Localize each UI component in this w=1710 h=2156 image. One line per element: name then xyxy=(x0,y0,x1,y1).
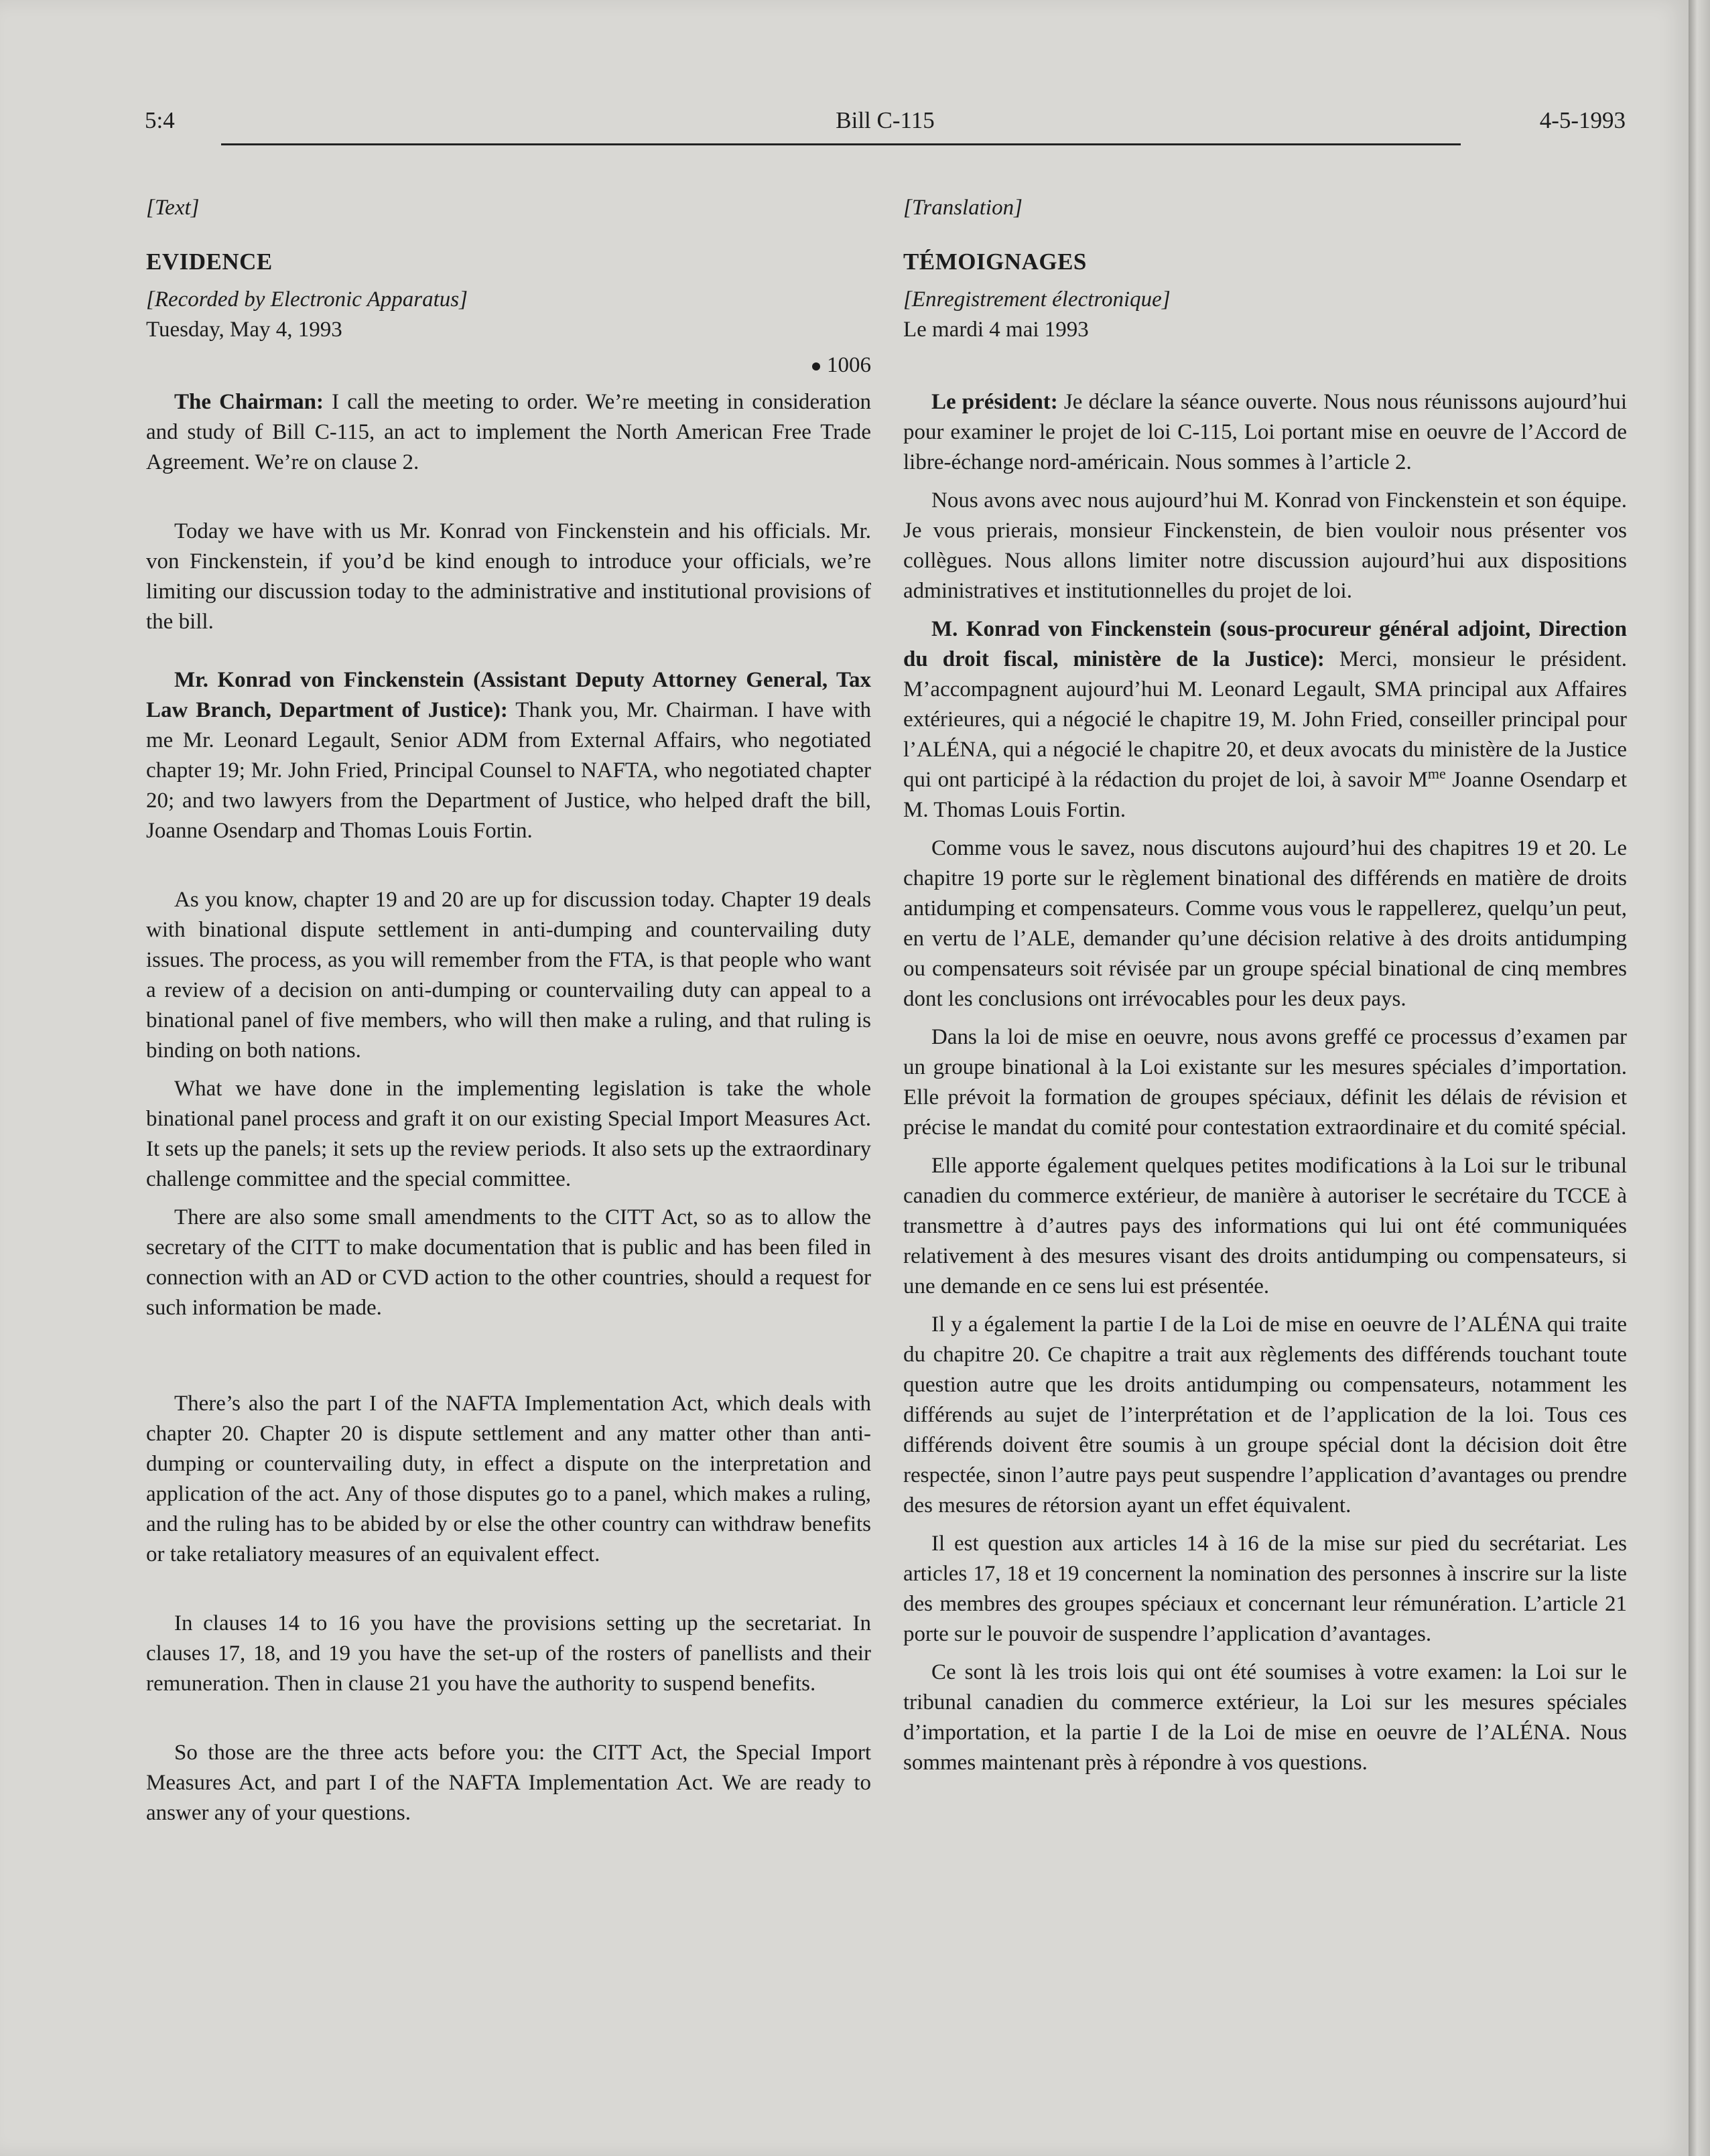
paragraph-7: There’s also the part I of the NAFTA Implementation Act, which deals with chapter 20. Chapter 20 is dispute settlement and any matter other than anti-dumping or countervailing duty, in effect a dispute on the interpretation and application of the act. Any of those disputes go to a panel, which makes a ruling, and the ruling has to be abided by or else the other country can withdraw benefits or take retaliatory measures of an equivalent effect. xyxy=(146,1392,871,1566)
superscript: me xyxy=(1427,765,1446,782)
paragraph-4: As you know, chapter 19 and 20 are up for discussion today. Chapter 19 deals with binational dispute settlement in anti-dumping and countervailing duty issues. The process, as you will remember from the FTA, is that people who want a review of a decision on anti-dumping or countervailing duty can appeal to a binational panel of five members, who will then make a ruling, and that ruling is binding on both nations. xyxy=(146,888,871,1063)
meeting-date: Tuesday, May 4, 1993 xyxy=(146,318,342,342)
paragraph-3-fr xyxy=(903,614,1627,825)
speech-tail: Joanne Osendarp et M. Thomas Louis Fortin. xyxy=(903,768,1627,822)
paragraph-8: In clauses 14 to 16 you have the provisions setting up the secretariat. In clauses 17, 18, and 19 you have the set-up of the rosters of panellists and their remuneration. Then in clause 21 you have the authority to suspend benefits. xyxy=(146,1611,871,1696)
paragraph-7-fr: Il y a également la partie I de la Loi de mise en oeuvre de l’ALÉNA qui traite du chapitre 20. Ce chapitre a trait aux règlements des différends touchant toute question autre que les droits antidumping ou compensateurs, notamment les différends au sujet de l’interprétation et de l’application de la loi. Tous ces différends doivent être soumis à un groupe spécial dont la décision doit être respectée, sinon l’autre pays peut suspendre l’application d’avantages ou prendre des mesures de rétorsion ayant un effet équivalent. xyxy=(903,1312,1627,1518)
bullet-icon xyxy=(812,362,820,370)
english-column xyxy=(146,193,871,1828)
header-date: 4-5-1993 xyxy=(1539,107,1626,133)
speech: Merci, monsieur le président. M’accompagnent aujourd’hui M. Leonard Legault, SMA principal aux Affaires extérieures, qui a négocié le chapitre 19, M. John Fried, conseiller principal pour l’ALÉNA, qui a négocié le chapitre 20, et deux avocats du ministère de la Justice qui ont participé à la rédaction du projet de loi, à savoir M xyxy=(903,647,1627,792)
paragraph-4-fr: Comme vous le savez, nous discutons aujourd’hui des chapitres 19 et 20. Le chapitre 19 porte sur le règlement binational des différends en matière de droits antidumping et compensateurs. Comme vous vous le rappellerez, quelqu’un peut, en vertu de l’ALE, demander qu’une décision relative à des droits antidumping ou compensateurs soit révisée par un groupe spécial binational de cinq membres dont les conclusions ont irrévocables pour les deux pays. xyxy=(903,836,1627,1011)
page-header xyxy=(145,107,1626,145)
paragraph-8-fr: Il est question aux articles 14 à 16 de la mise sur pied du secrétariat. Les articles 17, 18 et 19 concernent la nomination des personnes à inscrire sur la liste des membres des groupes spéciaux et concernant leur rémunération. L’article 21 porte sur le pouvoir de suspendre l’application d’avantages. xyxy=(903,1532,1627,1646)
speaker: Le président: xyxy=(931,390,1058,414)
paragraph-2-fr: Nous avons avec nous aujourd’hui M. Konrad von Finckenstein et son équipe. Je vous prierais, monsieur Finckenstein, de bien vouloir nous présenter vos collègues. Nous allons limiter notre discussion aujourd’hui aux dispositions administratives et institutionnelles du projet de loi. xyxy=(903,488,1627,603)
french-column xyxy=(903,193,1627,1778)
recorded-note: [Recorded by Electronic Apparatus] xyxy=(146,287,468,312)
bill-title: Bill C-115 xyxy=(836,107,935,133)
speech: I call the meeting to order. We’re meeting in consideration and study of Bill C-115, an act to implement the North American Free Trade Agreement. We’re on clause 2. xyxy=(146,390,872,474)
speech: Thank you, Mr. Chairman. I have with me Mr. Leonard Legault, Senior ADM from External Affairs, who negotiated chapter 19; Mr. John Fried, Principal Counsel to NAFTA, who negotiated chapter 20; and two lawyers from the Department of Justice, who helped draft the bill, Joanne Osendarp and Thomas Louis Fortin. xyxy=(146,698,871,843)
paragraph-5-fr: Dans la loi de mise en oeuvre, nous avons greffé ce processus d’examen par un groupe binational à la Loi existante sur les mesures spéciales d’importation. Elle prévoit la formation de groupes spéciaux, définit les délais de révision et précise le mandat du comité pour contestation extraordinaire et du comité spécial. xyxy=(903,1025,1627,1140)
text-tag: [Text] xyxy=(146,196,200,220)
speaker: M. Konrad von Finckenstein (sous-procureur général adjoint, Direction du droit fiscal, ministère de la Justice): xyxy=(903,617,1627,671)
paragraph-9: So those are the three acts before you: the CITT Act, the Special Import Measures Act, and part I of the NAFTA Implementation Act. We are ready to answer any of your questions. xyxy=(146,1741,871,1825)
speaker: The Chairman: xyxy=(174,390,324,414)
meeting-date-fr: Le mardi 4 mai 1993 xyxy=(903,318,1089,342)
paragraph-6: There are also some small amendments to the CITT Act, so as to allow the secretary of the CITT to make documentation that is public and has been filed in connection with an AD or CVD action to the other countries, should a request for such information be made. xyxy=(146,1205,871,1320)
paragraph-6-fr: Elle apporte également quelques petites modifications à la Loi sur le tribunal canadien du commerce extérieur, de manière à autoriser le secrétaire du TCCE à transmettre à d’autres pays des informations qui lui ont été communiquées relativement à des mesures visant des droits antidumping ou compensateurs, si une demande en ce sens lui est présentée. xyxy=(903,1154,1627,1298)
translation-tag: [Translation] xyxy=(903,196,1023,220)
speech: Je déclare la séance ouverte. Nous nous réunissons aujourd’hui pour examiner le projet de loi C-115, Loi portant mise en oeuvre de l’Accord de libre-échange nord-américain. Nous sommes à l’article 2. xyxy=(903,390,1627,474)
paragraph-1 xyxy=(146,387,871,478)
evidence-heading: EVIDENCE xyxy=(146,249,273,275)
paragraph-2: Today we have with us Mr. Konrad von Finckenstein and his officials. Mr. von Finckenstein, if you’d be kind enough to introduce your officials, we’re limiting our discussion today to the administrative and institutional provisions of the bill. xyxy=(146,519,871,634)
speaker: Mr. Konrad von Finckenstein (Assistant Deputy Attorney General, Tax Law Branch, Department of Justice): xyxy=(146,668,871,722)
paragraph-9-fr: Ce sont là les trois lois qui ont été soumises à votre examen: la Loi sur le tribunal canadien du commerce extérieur, la Loi sur les mesures spéciales d’importation, et la partie I de la Loi de mise en oeuvre de l’ALÉNA. Nous sommes maintenant près à répondre à vos questions. xyxy=(903,1660,1627,1775)
recorded-note-fr: [Enregistrement électronique] xyxy=(903,287,1171,312)
page-edge xyxy=(1689,0,1710,2156)
paragraph-3 xyxy=(146,665,871,846)
header-rule xyxy=(221,143,1461,145)
paragraph-1-fr xyxy=(903,387,1627,478)
time-value: 1006 xyxy=(827,353,871,377)
temoignages-heading: TÉMOIGNAGES xyxy=(903,249,1087,275)
time-marker xyxy=(146,350,871,381)
page-number: 5:4 xyxy=(145,107,175,133)
paragraph-5: What we have done in the implementing legislation is take the whole binational panel process and graft it on our existing Special Import Measures Act. It sets up the panels; it sets up the review periods. It also sets up the extraordinary challenge committee and the special committee. xyxy=(146,1077,871,1191)
